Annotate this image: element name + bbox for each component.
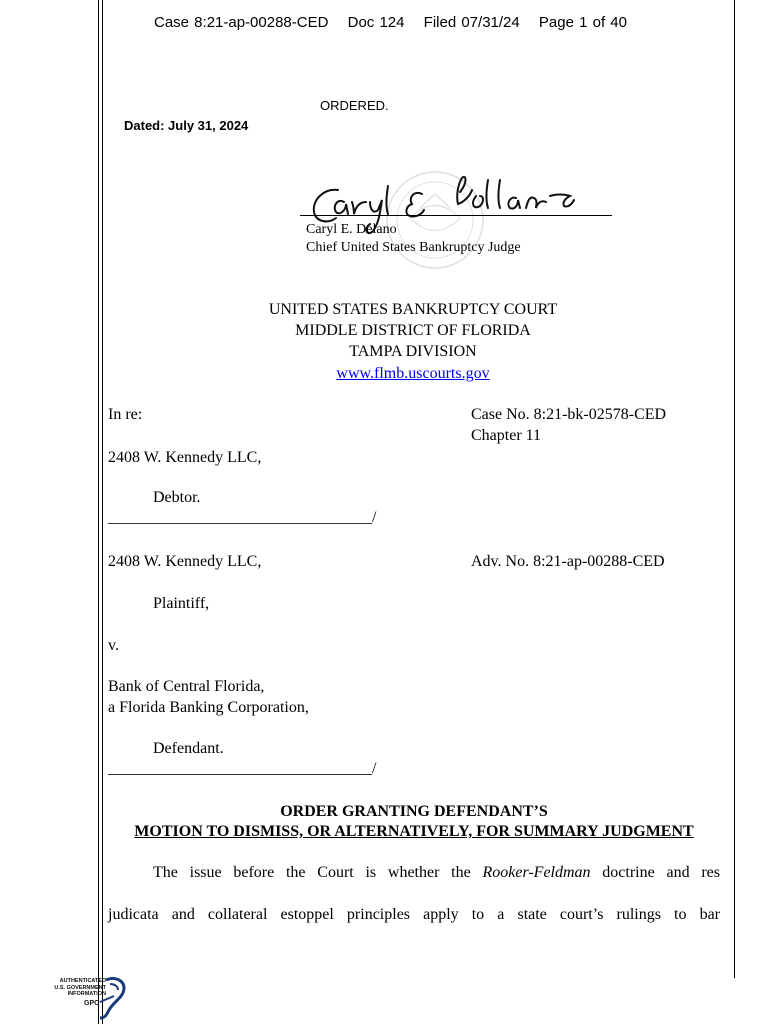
plaintiff-name: 2408 W. Kennedy LLC,: [108, 553, 262, 570]
caption-rule-1: _________________________________/: [108, 509, 377, 526]
gpo-line-2: U.S. GOVERNMENT: [54, 984, 106, 991]
judge-name: Caryl E. Delano: [306, 222, 397, 237]
gpo-mark: GPO: [84, 1000, 100, 1007]
body-text-pre: The issue before the Court is whether the: [153, 864, 483, 881]
versus-label: v.: [108, 637, 119, 654]
body-paragraph-line-2: judicata and collateral estoppel principles apply to a state court’s rulings to bar: [108, 906, 720, 923]
ordered-stamp: ORDERED.: [320, 98, 389, 113]
left-margin-rule-inner: [102, 0, 103, 1024]
gpo-line-3: INFORMATION: [67, 991, 106, 997]
judge-title: Chief United States Bankruptcy Judge: [306, 240, 521, 255]
debtor-label: Debtor.: [153, 489, 201, 506]
ecf-header: [154, 14, 641, 31]
order-title-line-1: ORDER GRANTING DEFENDANT’S: [280, 803, 548, 820]
case-number: Case No. 8:21-bk-02578-CED: [471, 406, 667, 423]
gpo-authentication-logo: [40, 974, 130, 1025]
body-text-italic-case: Rooker-Feldman: [482, 864, 591, 881]
chapter-label: Chapter 11: [471, 427, 542, 444]
adversary-number: Adv. No. 8:21-ap-00288-CED: [471, 553, 665, 570]
court-district: MIDDLE DISTRICT OF FLORIDA: [295, 322, 531, 339]
defendant-label: Defendant.: [153, 740, 224, 757]
defendant-name: Bank of Central Florida,: [108, 678, 265, 695]
header-page-count: Page 1 of 40: [538, 14, 627, 31]
in-re-label: In re:: [108, 406, 143, 423]
debtor-name: 2408 W. Kennedy LLC,: [108, 449, 262, 466]
court-division: TAMPA DIVISION: [349, 343, 477, 360]
court-website-line: [108, 365, 718, 383]
defendant-description: a Florida Banking Corporation,: [108, 699, 309, 716]
plaintiff-label: Plaintiff,: [153, 595, 210, 612]
header-filed-date: Filed 07/31/24: [423, 14, 520, 31]
signature-rule: [300, 215, 612, 216]
left-margin-rule: [98, 0, 99, 1024]
court-website-link[interactable]: www.flmb.uscourts.gov: [336, 365, 490, 382]
court-name: UNITED STATES BANKRUPTCY COURT: [268, 301, 558, 318]
body-text-post: doctrine and res: [590, 864, 720, 881]
gpo-line-1: AUTHENTICATED: [59, 978, 106, 984]
order-title-line-2: MOTION TO DISMISS, OR ALTERNATIVELY, FOR SUMMARY JUDGMENT: [134, 823, 694, 840]
dated-line: Dated: July 31, 2024: [124, 118, 249, 133]
header-case-number: Case 8:21-ap-00288-CED: [154, 14, 329, 31]
header-doc-number: Doc 124: [347, 14, 405, 31]
right-margin-rule: [734, 0, 735, 978]
body-paragraph-line-1: [108, 864, 720, 882]
caption-rule-2: _________________________________/: [108, 760, 377, 777]
